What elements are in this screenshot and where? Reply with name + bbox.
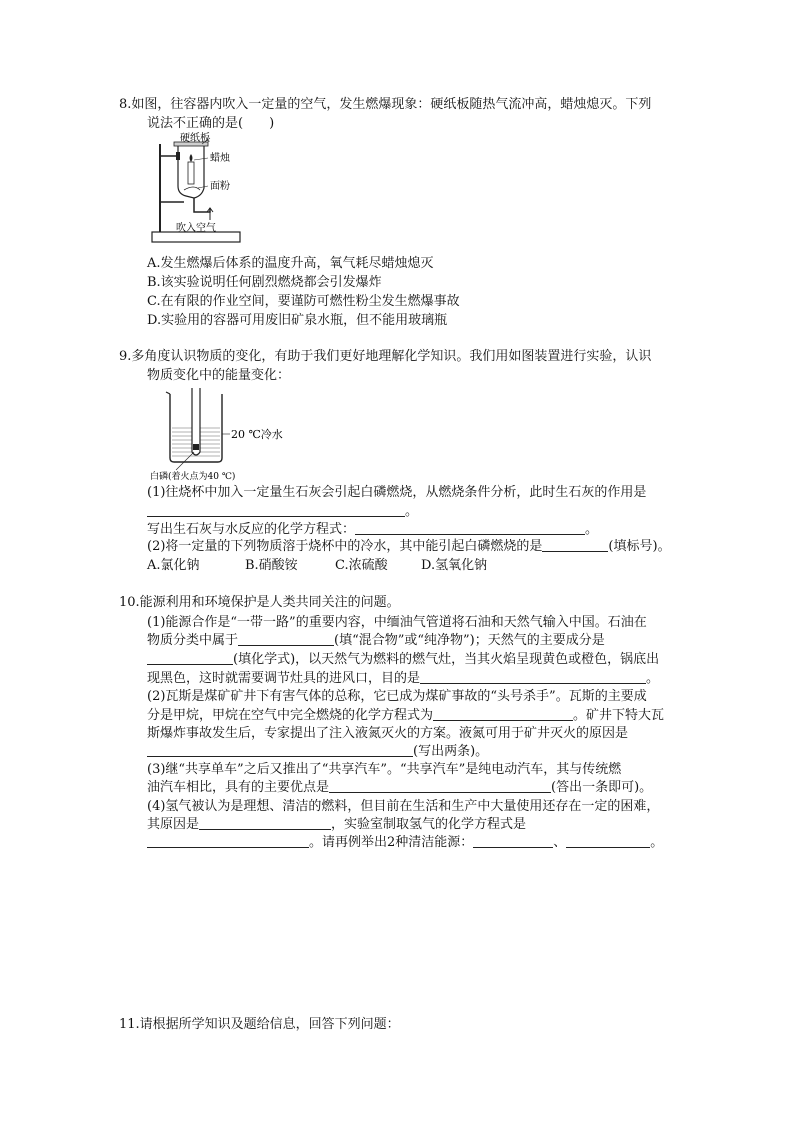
q10-p1-line4-text: 现黑色，这时就需要调节灶具的进风口，目的是 [147, 671, 421, 686]
q10-separator: 、 [553, 835, 567, 850]
q10-blank-hydrogen-reason[interactable] [199, 815, 331, 830]
q8-option-b: B.该实验说明任何剧烈燃烧都会引发爆炸 [147, 275, 382, 290]
q8-label-candle: 蜡烛 [210, 153, 230, 164]
q10-p1-hint: (填“混合物”或“纯净物”)；天然气的主要成分是 [334, 633, 605, 648]
q10-p4-line1: (4)氢气被认为是理想、清洁的燃料，但目前在生活和生产中大量使用还存在一定的困难， [147, 799, 660, 814]
q10-p1-line1: (1)能源合作是“一带一路”的重要内容，中缅油气管道将石油和天然气输入中国。石油在 [147, 615, 647, 630]
q9-part2-prompt: (2)将一定量的下列物质溶于烧杯中的冷水，其中能引起白磷燃烧的是 [147, 539, 543, 554]
q8-option-d: D.实验用的容器可用废旧矿泉水瓶，但不能用玻璃瓶 [147, 313, 448, 328]
q9-beaker-figure [148, 386, 288, 482]
q10-p2-line2 [147, 706, 664, 726]
q10-p4-line3 [147, 833, 663, 853]
q10-blank-nitrogen-reasons[interactable] [147, 742, 413, 757]
q9-option-c: C.浓硫酸 [335, 558, 388, 573]
q10-p1-line3 [147, 650, 659, 670]
q8-stem-line2: 说法不正确的是( ) [147, 116, 275, 131]
q9-option-b: B.硝酸铵 [245, 558, 298, 573]
q9-beaker-svg [148, 386, 288, 482]
q9-part2-blank[interactable] [542, 537, 608, 552]
q9-part2-line [147, 537, 671, 557]
q9-label-water: 20 ℃冷水 [231, 428, 283, 441]
q10-p2-prompt: 分是甲烷，甲烷在空气中完全燃烧的化学方程式为 [147, 708, 434, 723]
q9-answer-blank-1[interactable] [147, 502, 405, 517]
q10-p4-line2 [147, 815, 526, 835]
q10-p2-line4 [147, 742, 488, 762]
q8-option-c: C.在有限的作业空间，要谨防可燃性粉尘发生燃爆事故 [147, 294, 460, 309]
q10-p3-line2 [147, 778, 652, 798]
q10-p1-line3-text: (填化学式)，以天然气为燃料的燃气灶，当其火焰呈现黄色或橙色，锅底出 [233, 652, 660, 667]
q10-period-1: 。 [646, 671, 660, 686]
q10-p1-prompt: 物质分类中属于 [147, 633, 239, 648]
q10-p4-prompt: 其原因是 [147, 817, 200, 832]
q10-p3-prompt: 油汽车相比，具有的主要优点是 [147, 780, 330, 795]
q10-p1-line2 [147, 631, 605, 651]
q10-blank-clean-energy-2[interactable] [566, 833, 650, 848]
q10-blank-purpose[interactable] [420, 669, 646, 684]
q10-p2-line3: 斯爆炸事故发生后，专家提出了注入液氮灭火的方案。液氮可用于矿井灭火的原因是 [147, 726, 629, 741]
q9-options [147, 556, 487, 576]
q10-period-2: 。 [650, 835, 664, 850]
q9-option-d: D.氢氧化钠 [421, 558, 488, 573]
q9-stem-line1: 9.多角度认识物质的变化，有助于我们更好地理解化学知识。我们用如图装置进行实验，认识 [119, 349, 652, 364]
q10-blank-formula[interactable] [147, 650, 233, 665]
q10-p2-hint: (写出两条)。 [413, 744, 489, 759]
q10-blank-advantage[interactable] [329, 778, 551, 793]
q8-stem-line1: 8.如图，往容器内吹入一定量的空气，发生燃爆现象：硬纸板随热气流冲高，蜡烛熄灭。下列 [119, 97, 652, 112]
q9-part1-line1: (1)往烧杯中加入一定量生石灰会引起白磷燃烧，从燃烧条件分析，此时生石灰的作用是 [147, 485, 647, 500]
q8-label-air: 吹入空气 [176, 223, 216, 234]
q9-equation-blank[interactable] [355, 520, 585, 535]
q10-p1-line4 [147, 669, 659, 689]
q8-apparatus-svg [150, 132, 250, 247]
q10-stem: 10.能源利用和环境保护是人类共同关注的问题。 [119, 595, 400, 610]
q10-blank-methane-equation[interactable] [433, 706, 573, 721]
q8-label-board: 硬纸板 [180, 133, 210, 144]
q9-period-2: 。 [585, 522, 599, 537]
q9-part2-suffix: (填标号)。 [608, 539, 671, 554]
q10-blank-hydrogen-equation[interactable] [147, 833, 309, 848]
q11-stem: 11.请根据所学知识及题给信息，回答下列问题： [119, 1017, 400, 1032]
q10-blank-clean-energy-1[interactable] [473, 833, 553, 848]
q8-option-a: A.发生燃爆后体系的温度升高，氧气耗尽蜡烛熄灭 [147, 256, 434, 271]
q10-p3-hint: (答出一条即可)。 [551, 780, 653, 795]
q8-apparatus-figure [150, 132, 250, 247]
q10-p4-line3-text: 。请再例举出2种清洁能源： [309, 835, 474, 850]
q10-blank-classification[interactable] [238, 631, 334, 646]
q10-p2-line2-end: 。矿井下特大瓦 [573, 708, 665, 723]
q10-p3-line1: (3)继“共享单车”之后又推出了“共享汽车”。“共享汽车”是纯电动汽车，其与传统燃 [147, 762, 622, 777]
q8-label-flour: 面粉 [210, 181, 230, 192]
q9-label-phosphorus: 白磷(着火点为40 ℃) [150, 472, 236, 482]
q10-p4-line2-end: ，实验室制取氢气的化学方程式是 [331, 817, 527, 832]
q9-period: 。 [405, 504, 419, 519]
q9-part1-line2 [147, 502, 418, 522]
q9-option-a: A.氯化钠 [147, 558, 200, 573]
q10-p2-line1: (2)瓦斯是煤矿矿井下有害气体的总称，它已成为煤矿事故的“头号杀手”。瓦斯的主要成 [147, 689, 647, 704]
q9-equation-prompt: 写出生石灰与水反应的化学方程式： [147, 522, 356, 537]
q9-stem-line2: 物质变化中的能量变化： [147, 368, 291, 383]
